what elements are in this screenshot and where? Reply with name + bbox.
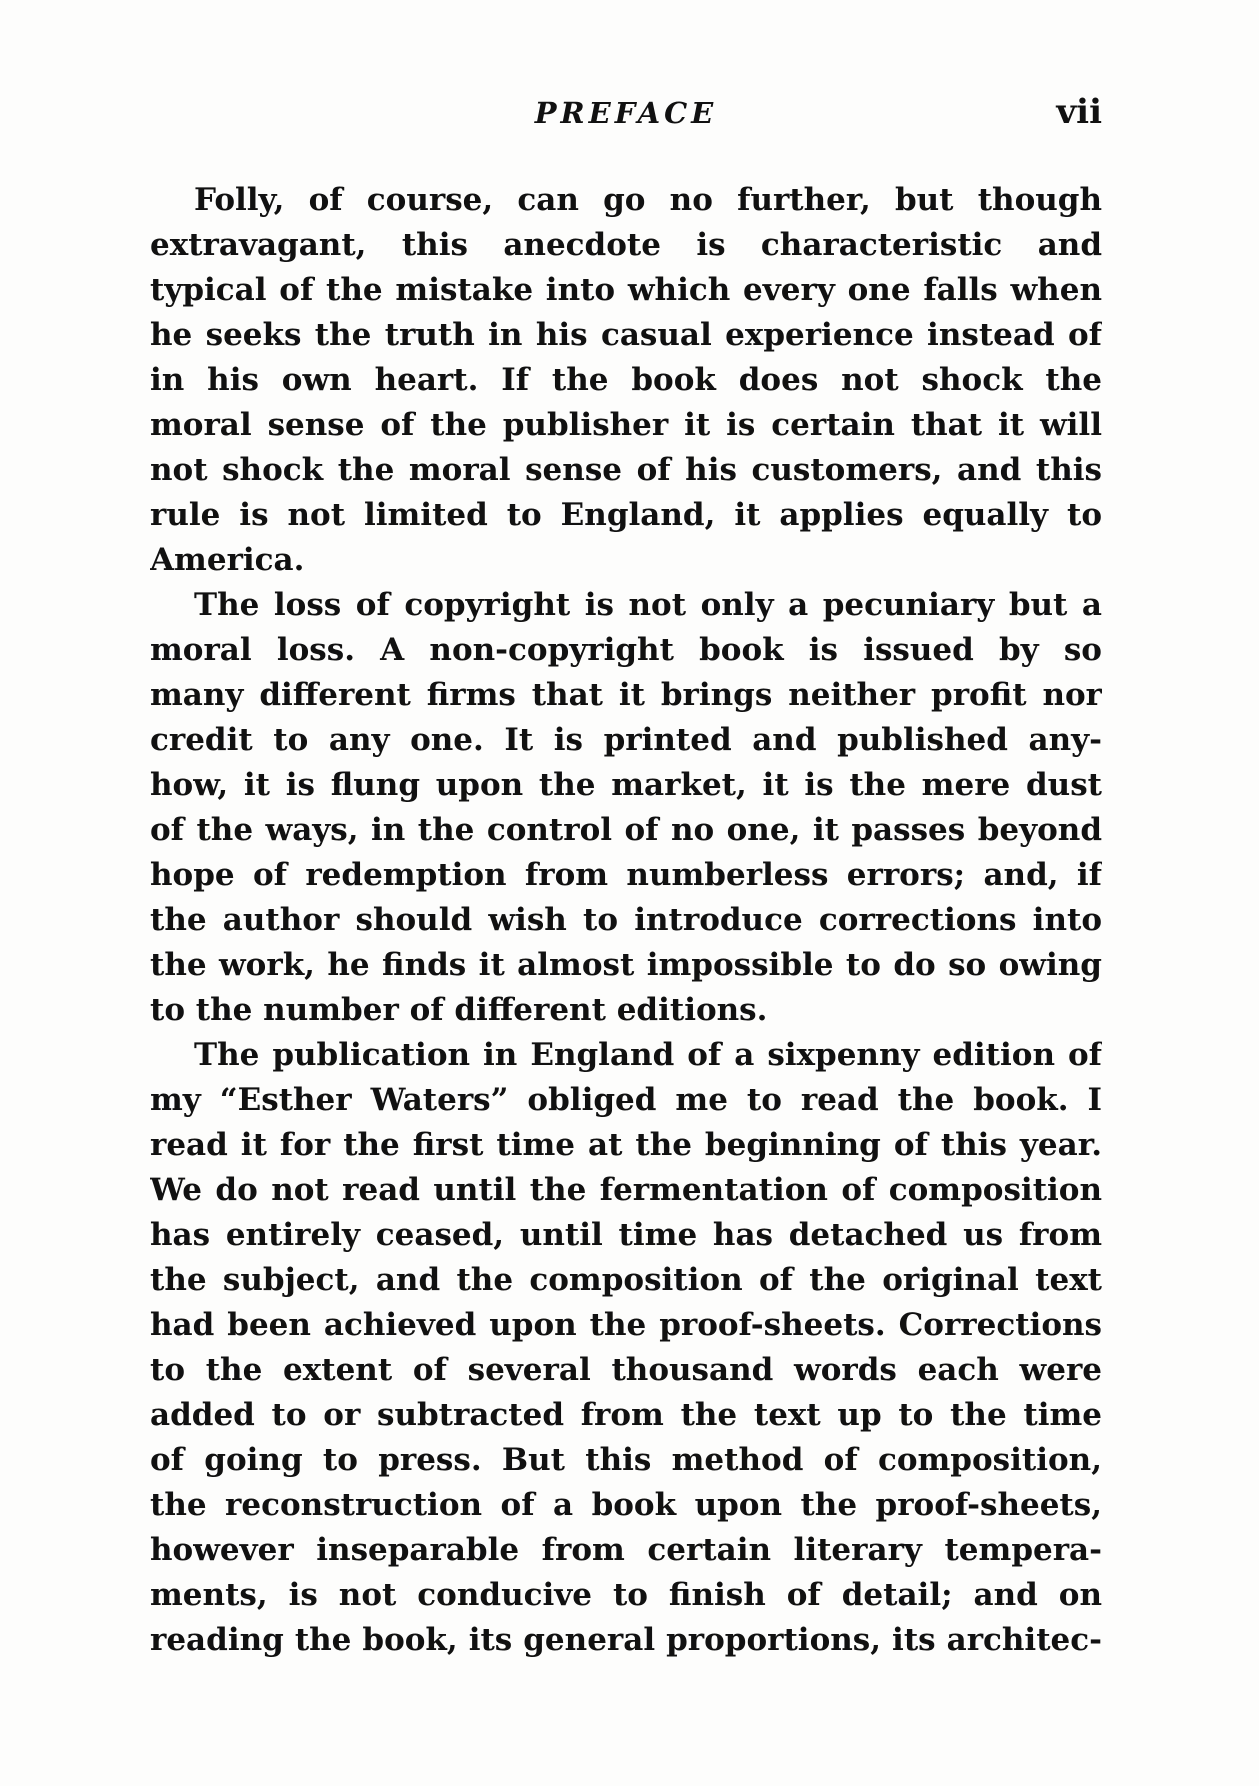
- text-line: The loss of copyright is not only a pecuniary but a: [194, 587, 1102, 623]
- text-line: Folly, of course, can go no further, but though: [194, 182, 1102, 218]
- text-line: to the number of different editions.: [150, 992, 768, 1028]
- text-line: moral sense of the publisher it is certain that it will: [150, 407, 1102, 443]
- text-line: the subject, and the composition of the original text: [150, 1262, 1102, 1298]
- text-line: he seeks the truth in his casual experience instead of: [150, 317, 1102, 353]
- text-line: credit to any one. It is printed and published any-: [150, 722, 1102, 758]
- paragraph-2: [150, 583, 1102, 1033]
- text-line: of the ways, in the control of no one, it passes beyond: [150, 812, 1102, 848]
- page-number: vii: [1056, 92, 1102, 132]
- text-line: many different firms that it brings neither profit nor: [150, 677, 1102, 713]
- text-line: hope of redemption from numberless errors; and, if: [150, 857, 1102, 893]
- text-line: the work, he finds it almost impossible to do so owing: [150, 947, 1102, 983]
- text-line: ments, is not conducive to finish of detail; and on: [150, 1577, 1102, 1613]
- text-line: America.: [150, 542, 305, 578]
- text-line: added to or subtracted from the text up to the time: [150, 1397, 1102, 1433]
- text-line: my “Esther Waters” obliged me to read the book. I: [150, 1082, 1102, 1118]
- text-line: to the extent of several thousand words each were: [150, 1352, 1102, 1388]
- text-line: of going to press. But this method of composition,: [150, 1442, 1102, 1478]
- text-line: reading the book, its general proportions, its architec-: [150, 1622, 1102, 1658]
- text-line: the reconstruction of a book upon the proof-sheets,: [150, 1487, 1102, 1523]
- text-line: The publication in England of a sixpenny edition of: [194, 1037, 1102, 1073]
- text-line: had been achieved upon the proof-sheets. Corrections: [150, 1307, 1102, 1343]
- text-line: extravagant, this anecdote is characteristic and: [150, 227, 1102, 263]
- page-header: [150, 92, 1102, 146]
- text-line: moral loss. A non-copyright book is issued by so: [150, 632, 1102, 668]
- paragraph-1: [150, 178, 1102, 583]
- text-line: We do not read until the fermentation of composition: [150, 1172, 1102, 1208]
- text-line: how, it is flung upon the market, it is the mere dust: [150, 767, 1102, 803]
- text-line: however inseparable from certain literary tempera-: [150, 1532, 1102, 1568]
- text-line: typical of the mistake into which every one falls when: [150, 272, 1102, 308]
- running-title: PREFACE: [534, 96, 718, 130]
- paragraph-3: [150, 1033, 1102, 1663]
- text-line: in his own heart. If the book does not shock the: [150, 362, 1102, 398]
- text-line: read it for the first time at the beginning of this year.: [150, 1127, 1102, 1163]
- text-line: the author should wish to introduce corrections into: [150, 902, 1102, 938]
- text-line: has entirely ceased, until time has detached us from: [150, 1217, 1102, 1253]
- text-line: not shock the moral sense of his customers, and this: [150, 452, 1102, 488]
- body-text: [150, 178, 1102, 1663]
- text-line: rule is not limited to England, it applies equally to: [150, 497, 1102, 533]
